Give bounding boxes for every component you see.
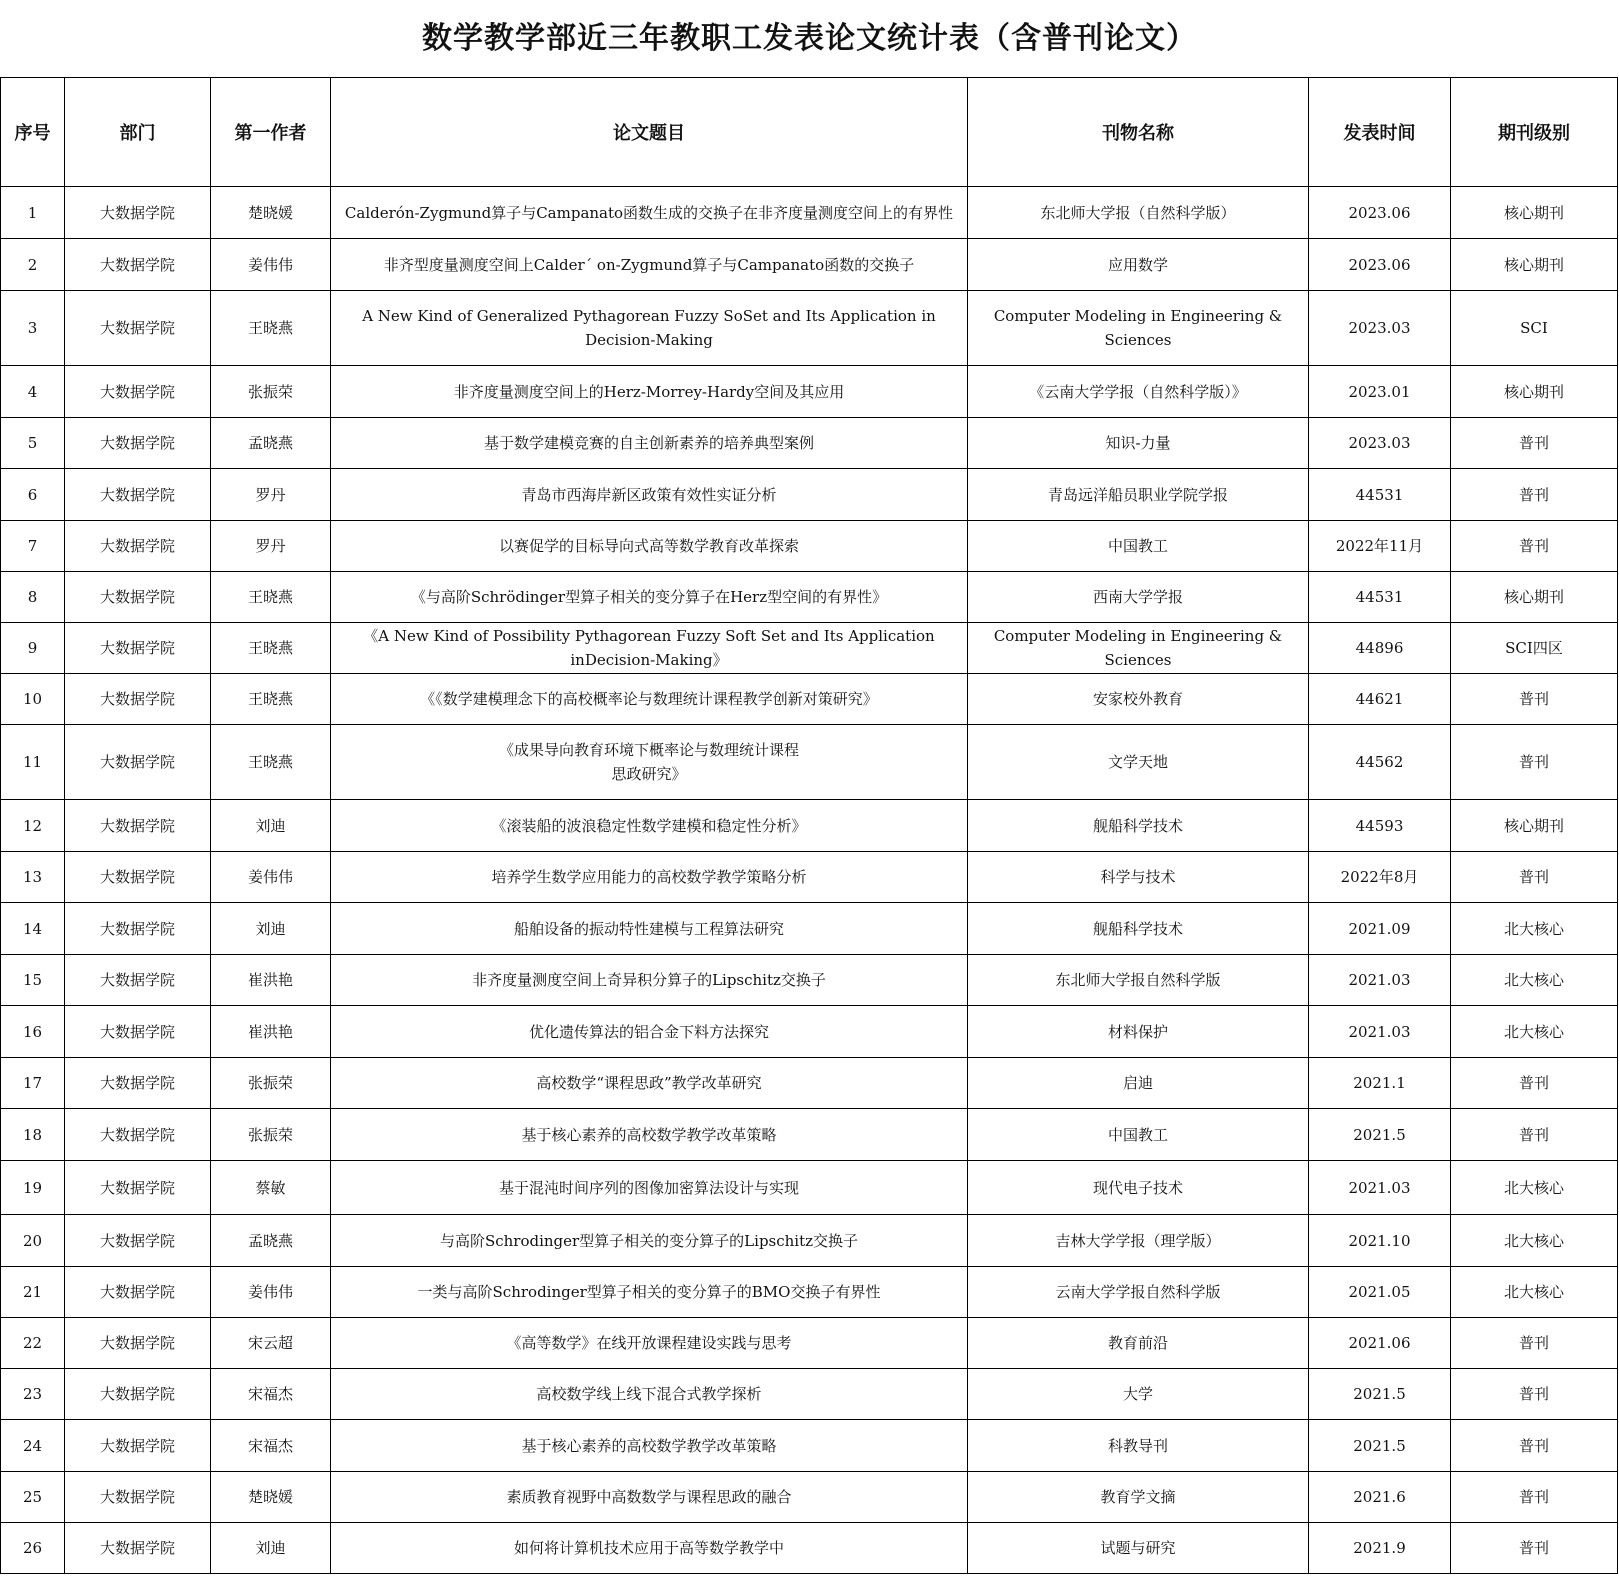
cell-author: 王晓燕	[211, 623, 331, 674]
table-row	[1, 572, 1618, 623]
cell-level: 普刊	[1451, 1109, 1618, 1161]
page-title: 数学教学部近三年教职工发表论文统计表（含普刊论文）	[422, 21, 1197, 56]
cell-date: 44562	[1309, 725, 1451, 800]
cell-author: 宋云超	[211, 1318, 331, 1369]
table-row	[1, 418, 1618, 469]
cell-journal: 现代电子技术	[968, 1161, 1309, 1215]
cell-dept: 大数据学院	[65, 418, 211, 469]
cell-dept: 大数据学院	[65, 521, 211, 572]
cell-level: 北大核心	[1451, 1215, 1618, 1267]
cell-no: 17	[1, 1058, 65, 1109]
cell-journal: Computer Modeling in Engineering & Sciences	[968, 623, 1309, 674]
cell-dept: 大数据学院	[65, 1267, 211, 1318]
cell-author: 孟晓燕	[211, 1215, 331, 1267]
cell-no: 11	[1, 725, 65, 800]
cell-dept: 大数据学院	[65, 291, 211, 366]
cell-dept: 大数据学院	[65, 674, 211, 725]
table-row	[1, 955, 1618, 1006]
cell-level: 核心期刊	[1451, 187, 1618, 239]
cell-author: 姜伟伟	[211, 852, 331, 903]
cell-journal: 试题与研究	[968, 1523, 1309, 1574]
cell-level: 北大核心	[1451, 1161, 1618, 1215]
cell-journal: 启迪	[968, 1058, 1309, 1109]
cell-level: 普刊	[1451, 725, 1618, 800]
table-row	[1, 469, 1618, 521]
cell-paper: 高校数学“课程思政”教学改革研究	[331, 1058, 968, 1109]
cell-date: 2021.1	[1309, 1058, 1451, 1109]
cell-no: 19	[1, 1161, 65, 1215]
cell-date: 44531	[1309, 469, 1451, 521]
cell-dept: 大数据学院	[65, 239, 211, 291]
table-row	[1, 1369, 1618, 1420]
table-row	[1, 1215, 1618, 1267]
papers-table	[0, 77, 1618, 1574]
cell-no: 12	[1, 800, 65, 852]
cell-level: 普刊	[1451, 1318, 1618, 1369]
cell-journal: 知识-力量	[968, 418, 1309, 469]
col-header-no: 序号	[1, 78, 65, 187]
cell-date: 2021.5	[1309, 1109, 1451, 1161]
cell-date: 2023.03	[1309, 291, 1451, 366]
cell-level: 北大核心	[1451, 955, 1618, 1006]
table-row	[1, 1523, 1618, 1574]
cell-paper: 优化遗传算法的铝合金下料方法探究	[331, 1006, 968, 1058]
cell-author: 宋福杰	[211, 1369, 331, 1420]
cell-date: 44531	[1309, 572, 1451, 623]
cell-level: 普刊	[1451, 1472, 1618, 1523]
cell-dept: 大数据学院	[65, 1215, 211, 1267]
cell-level: 普刊	[1451, 1523, 1618, 1574]
cell-no: 6	[1, 469, 65, 521]
cell-date: 2021.06	[1309, 1318, 1451, 1369]
cell-date: 2023.01	[1309, 366, 1451, 418]
cell-no: 25	[1, 1472, 65, 1523]
cell-level: 普刊	[1451, 852, 1618, 903]
cell-author: 罗丹	[211, 469, 331, 521]
cell-paper: 基于数学建模竞赛的自主创新素养的培养典型案例	[331, 418, 968, 469]
cell-journal: 教育前沿	[968, 1318, 1309, 1369]
cell-journal: 科学与技术	[968, 852, 1309, 903]
cell-level: 核心期刊	[1451, 239, 1618, 291]
cell-paper: 《《数学建模理念下的高校概率论与数理统计课程教学创新对策研究》	[331, 674, 968, 725]
cell-author: 崔洪艳	[211, 1006, 331, 1058]
cell-journal: 舰船科学技术	[968, 903, 1309, 955]
cell-dept: 大数据学院	[65, 366, 211, 418]
cell-journal: 中国教工	[968, 521, 1309, 572]
cell-author: 王晓燕	[211, 674, 331, 725]
cell-author: 刘迪	[211, 1523, 331, 1574]
header-row	[1, 78, 1618, 187]
cell-date: 44621	[1309, 674, 1451, 725]
cell-dept: 大数据学院	[65, 1318, 211, 1369]
cell-date: 2021.03	[1309, 955, 1451, 1006]
cell-no: 1	[1, 187, 65, 239]
cell-paper: 非齐度量测度空间上奇异积分算子的Lipschitz交换子	[331, 955, 968, 1006]
cell-paper: 《与高阶Schrödinger型算子相关的变分算子在Herz型空间的有界性》	[331, 572, 968, 623]
col-header-level: 期刊级别	[1451, 78, 1618, 187]
cell-author: 楚晓媛	[211, 1472, 331, 1523]
cell-paper: Calderón-Zygmund算子与Campanato函数生成的交换子在非齐度量测度空间上的有界性	[331, 187, 968, 239]
cell-paper: 青岛市西海岸新区政策有效性实证分析	[331, 469, 968, 521]
cell-level: 普刊	[1451, 469, 1618, 521]
cell-level: 北大核心	[1451, 1267, 1618, 1318]
cell-journal: 舰船科学技术	[968, 800, 1309, 852]
cell-paper: 素质教育视野中高数数学与课程思政的融合	[331, 1472, 968, 1523]
cell-dept: 大数据学院	[65, 1161, 211, 1215]
cell-level: 普刊	[1451, 1369, 1618, 1420]
cell-date: 2022年8月	[1309, 852, 1451, 903]
table-row	[1, 903, 1618, 955]
table-row	[1, 1161, 1618, 1215]
cell-date: 2022年11月	[1309, 521, 1451, 572]
cell-level: 普刊	[1451, 1058, 1618, 1109]
table-row	[1, 291, 1618, 366]
cell-journal: 西南大学学报	[968, 572, 1309, 623]
cell-no: 13	[1, 852, 65, 903]
cell-author: 张振荣	[211, 366, 331, 418]
col-header-paper: 论文题目	[331, 78, 968, 187]
cell-dept: 大数据学院	[65, 187, 211, 239]
cell-no: 18	[1, 1109, 65, 1161]
cell-dept: 大数据学院	[65, 903, 211, 955]
cell-level: 北大核心	[1451, 1006, 1618, 1058]
cell-date: 2021.5	[1309, 1369, 1451, 1420]
cell-no: 23	[1, 1369, 65, 1420]
cell-no: 26	[1, 1523, 65, 1574]
cell-paper: 基于核心素养的高校数学教学改革策略	[331, 1109, 968, 1161]
cell-no: 5	[1, 418, 65, 469]
cell-level: 核心期刊	[1451, 572, 1618, 623]
table-row	[1, 623, 1618, 674]
cell-author: 姜伟伟	[211, 1267, 331, 1318]
cell-dept: 大数据学院	[65, 469, 211, 521]
cell-no: 9	[1, 623, 65, 674]
cell-level: 核心期刊	[1451, 800, 1618, 852]
cell-no: 8	[1, 572, 65, 623]
cell-paper: 一类与高阶Schrodinger型算子相关的变分算子的BMO交换子有界性	[331, 1267, 968, 1318]
col-header-author: 第一作者	[211, 78, 331, 187]
cell-date: 2021.9	[1309, 1523, 1451, 1574]
table-row	[1, 1006, 1618, 1058]
cell-author: 姜伟伟	[211, 239, 331, 291]
cell-author: 王晓燕	[211, 725, 331, 800]
cell-no: 20	[1, 1215, 65, 1267]
cell-paper: 高校数学线上线下混合式教学探析	[331, 1369, 968, 1420]
cell-dept: 大数据学院	[65, 955, 211, 1006]
cell-author: 刘迪	[211, 903, 331, 955]
cell-author: 王晓燕	[211, 291, 331, 366]
table-row	[1, 1472, 1618, 1523]
table-row	[1, 800, 1618, 852]
cell-no: 16	[1, 1006, 65, 1058]
cell-dept: 大数据学院	[65, 1109, 211, 1161]
cell-journal: Computer Modeling in Engineering & Sciences	[968, 291, 1309, 366]
cell-dept: 大数据学院	[65, 1006, 211, 1058]
cell-date: 44896	[1309, 623, 1451, 674]
cell-paper: 非齐度量测度空间上的Herz-Morrey-Hardy空间及其应用	[331, 366, 968, 418]
cell-journal: 东北师大学报自然科学版	[968, 955, 1309, 1006]
table-row	[1, 239, 1618, 291]
cell-journal: 文学天地	[968, 725, 1309, 800]
table-row	[1, 1058, 1618, 1109]
col-header-dept: 部门	[65, 78, 211, 187]
table-row	[1, 1420, 1618, 1472]
cell-level: SCI四区	[1451, 623, 1618, 674]
cell-no: 22	[1, 1318, 65, 1369]
cell-journal: 大学	[968, 1369, 1309, 1420]
table-row	[1, 852, 1618, 903]
cell-date: 2021.03	[1309, 1006, 1451, 1058]
cell-paper: 如何将计算机技术应用于高等数学教学中	[331, 1523, 968, 1574]
cell-date: 2021.6	[1309, 1472, 1451, 1523]
cell-no: 21	[1, 1267, 65, 1318]
cell-dept: 大数据学院	[65, 572, 211, 623]
cell-date: 44593	[1309, 800, 1451, 852]
table-row	[1, 1109, 1618, 1161]
col-header-date: 发表时间	[1309, 78, 1451, 187]
table-row	[1, 366, 1618, 418]
cell-paper: A New Kind of Generalized Pythagorean Fuzzy SoSet and Its Application in Decision-Making	[331, 291, 968, 366]
cell-no: 2	[1, 239, 65, 291]
cell-level: 普刊	[1451, 418, 1618, 469]
cell-paper: 非齐型度量测度空间上Calder´ on-Zygmund算子与Campanato函数的交换子	[331, 239, 968, 291]
cell-dept: 大数据学院	[65, 725, 211, 800]
cell-level: 普刊	[1451, 1420, 1618, 1472]
cell-level: 核心期刊	[1451, 366, 1618, 418]
cell-author: 罗丹	[211, 521, 331, 572]
cell-journal: 青岛远洋船员职业学院学报	[968, 469, 1309, 521]
cell-date: 2023.06	[1309, 187, 1451, 239]
cell-author: 孟晓燕	[211, 418, 331, 469]
cell-level: 普刊	[1451, 521, 1618, 572]
cell-dept: 大数据学院	[65, 1369, 211, 1420]
cell-level: 普刊	[1451, 674, 1618, 725]
cell-paper: 与高阶Schrodinger型算子相关的变分算子的Lipschitz交换子	[331, 1215, 968, 1267]
cell-author: 张振荣	[211, 1058, 331, 1109]
cell-paper: 基于核心素养的高校数学教学改革策略	[331, 1420, 968, 1472]
cell-no: 3	[1, 291, 65, 366]
cell-author: 刘迪	[211, 800, 331, 852]
table-body	[1, 187, 1618, 1574]
cell-dept: 大数据学院	[65, 623, 211, 674]
cell-dept: 大数据学院	[65, 1058, 211, 1109]
cell-date: 2023.03	[1309, 418, 1451, 469]
cell-dept: 大数据学院	[65, 852, 211, 903]
cell-date: 2021.09	[1309, 903, 1451, 955]
cell-author: 崔洪艳	[211, 955, 331, 1006]
cell-no: 14	[1, 903, 65, 955]
table-row	[1, 521, 1618, 572]
cell-journal: 吉林大学学报（理学版）	[968, 1215, 1309, 1267]
cell-author: 王晓燕	[211, 572, 331, 623]
cell-journal: 东北师大学报（自然科学版）	[968, 187, 1309, 239]
cell-dept: 大数据学院	[65, 1420, 211, 1472]
cell-journal: 安家校外教育	[968, 674, 1309, 725]
cell-paper: 基于混沌时间序列的图像加密算法设计与实现	[331, 1161, 968, 1215]
col-header-journal: 刊物名称	[968, 78, 1309, 187]
table-row	[1, 674, 1618, 725]
cell-dept: 大数据学院	[65, 1472, 211, 1523]
cell-dept: 大数据学院	[65, 1523, 211, 1574]
cell-author: 楚晓媛	[211, 187, 331, 239]
cell-paper: 《滚装船的波浪稳定性数学建模和稳定性分析》	[331, 800, 968, 852]
cell-author: 蔡敏	[211, 1161, 331, 1215]
cell-author: 张振荣	[211, 1109, 331, 1161]
cell-paper: 船舶设备的振动特性建模与工程算法研究	[331, 903, 968, 955]
cell-journal: 材料保护	[968, 1006, 1309, 1058]
cell-dept: 大数据学院	[65, 800, 211, 852]
table-row	[1, 187, 1618, 239]
cell-date: 2021.5	[1309, 1420, 1451, 1472]
cell-journal: 《云南大学学报（自然科学版）》	[968, 366, 1309, 418]
cell-no: 24	[1, 1420, 65, 1472]
cell-journal: 应用数学	[968, 239, 1309, 291]
cell-journal: 教育学文摘	[968, 1472, 1309, 1523]
cell-level: 北大核心	[1451, 903, 1618, 955]
cell-paper: 以赛促学的目标导向式高等数学教育改革探索	[331, 521, 968, 572]
cell-level: SCI	[1451, 291, 1618, 366]
cell-paper: 《成果导向教育环境下概率论与数理统计课程 思政研究》	[331, 725, 968, 800]
table-row	[1, 1318, 1618, 1369]
table-row	[1, 725, 1618, 800]
cell-no: 15	[1, 955, 65, 1006]
cell-no: 7	[1, 521, 65, 572]
cell-paper: 《A New Kind of Possibility Pythagorean Fuzzy Soft Set and Its Application inDecision-Making》	[331, 623, 968, 674]
cell-paper: 《高等数学》在线开放课程建设实践与思考	[331, 1318, 968, 1369]
cell-journal: 科教导刊	[968, 1420, 1309, 1472]
cell-date: 2023.06	[1309, 239, 1451, 291]
cell-no: 4	[1, 366, 65, 418]
cell-paper: 培养学生数学应用能力的高校数学教学策略分析	[331, 852, 968, 903]
cell-date: 2021.03	[1309, 1161, 1451, 1215]
cell-date: 2021.05	[1309, 1267, 1451, 1318]
cell-date: 2021.10	[1309, 1215, 1451, 1267]
table-row	[1, 1267, 1618, 1318]
cell-author: 宋福杰	[211, 1420, 331, 1472]
cell-journal: 云南大学学报自然科学版	[968, 1267, 1309, 1318]
cell-journal: 中国教工	[968, 1109, 1309, 1161]
cell-no: 10	[1, 674, 65, 725]
